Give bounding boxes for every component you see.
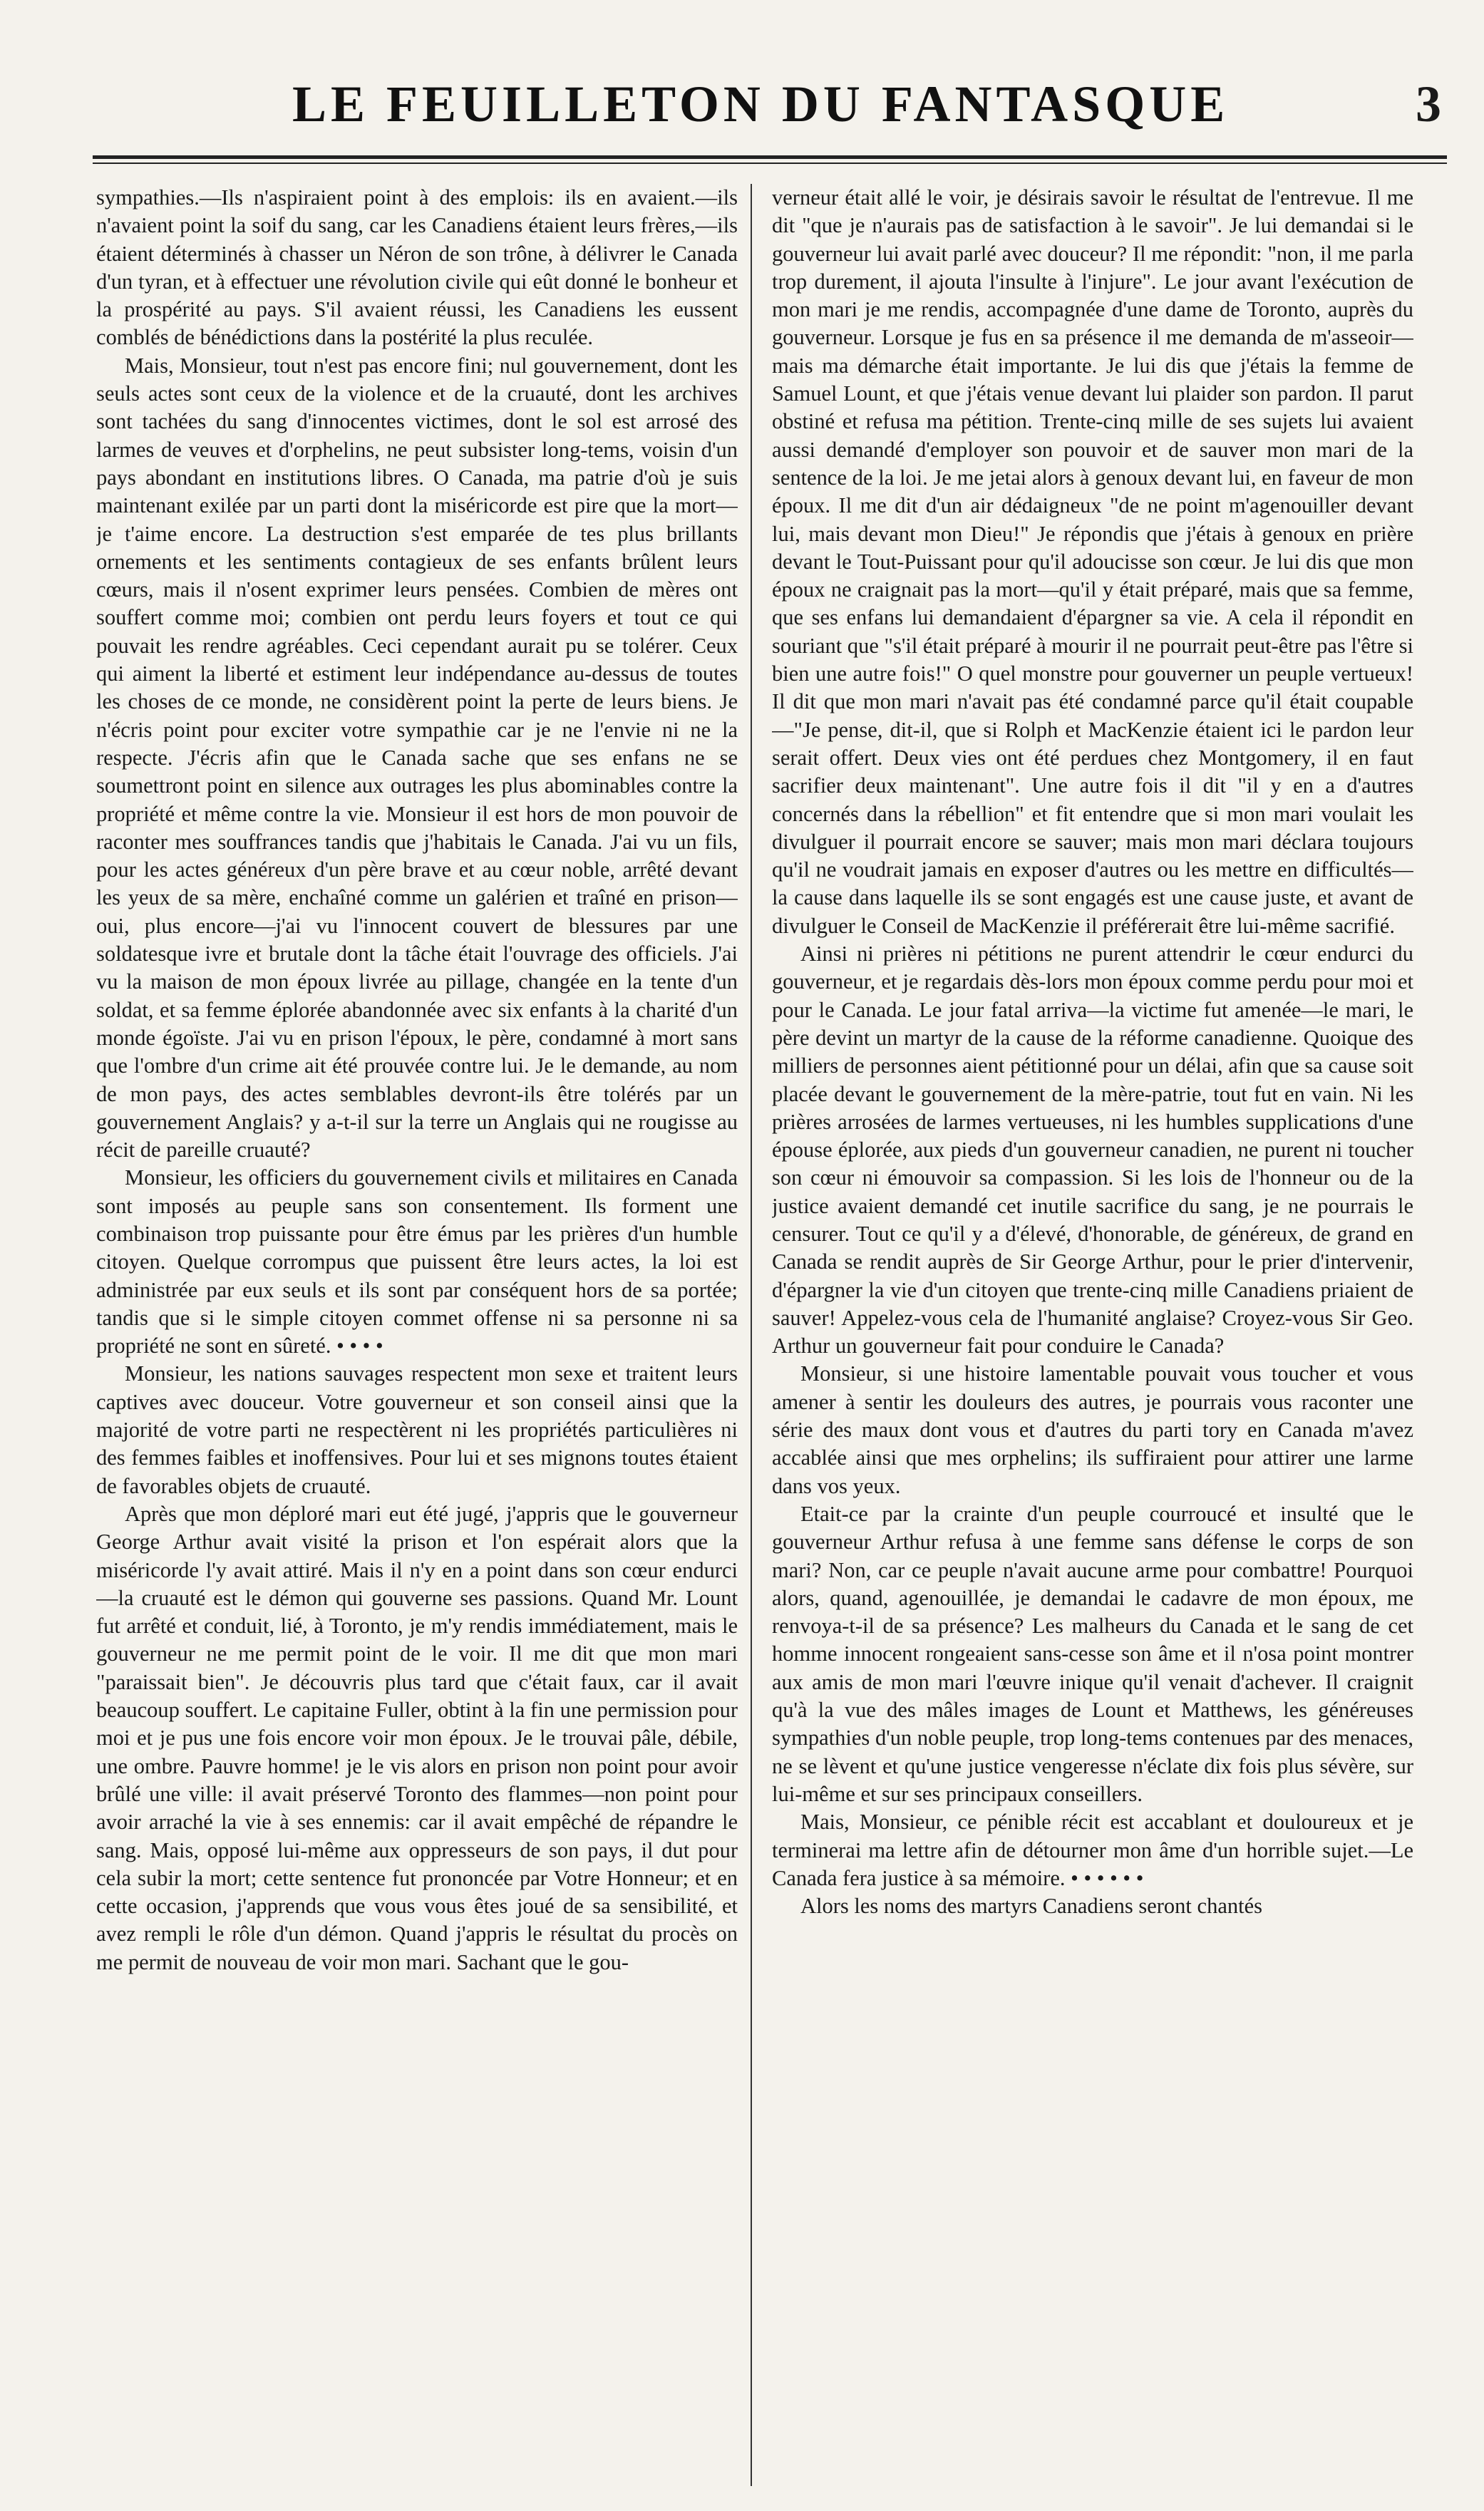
right-column [772,184,1413,2493]
paragraph: Après que mon déploré mari eut été jugé, j'appris que le gouverneur George Arthur avait visité la prison et l'on espérait alors que la miséricorde l'y avait attiré. Mais il n'y en a point dans son cœur endurci—la cruauté est le démon qui gouverne ses passions. Quand Mr. Lount fut arrêté et conduit, lié, à Toronto, je m'y rendis immédiatement, mais le gouverneur ne me permit point de le voir. Il me dit que mon mari "paraissait bien". Je découvris plus tard que c'était faux, car il avait beaucoup souffert. Le capitaine Fuller, obtint à la fin une permission pour moi et je pus une fois encore voir mon époux. Je le trouvai pâle, débile, une ombre. Pauvre homme! je le vis alors en prison non point pour avoir brûlé une ville: il avait préservé Toronto des flammes—non point pour avoir arraché la vie à ses ennemis: car il avait empêché de répandre le sang. Mais, opposé lui-même aux oppresseurs de son pays, il dut pour cela subir la mort; cette sentence fut prononcée par Votre Honneur; et en cette occasion, j'apprends que vous vous êtes joué de sa sensibilité, et avez rempli le rôle d'un démon. Quand j'appris le résultat du procès on me permit de nouveau de voir mon mari. Sachant que le gou- [96,1501,738,1974]
paragraph: Monsieur, si une histoire lamentable pouvait vous toucher et vous amener à sentir les douleurs des autres, je pourrais vous raconter une série des maux dont vous et d'autres du parti tory en Canada m'avez accablée ainsi que mes orphelins; ils suffiraient pour attirer une larme dans vos yeux. [772,1361,1413,1498]
newspaper-title: LE FEUILLETON DU FANTASQUE [292,76,1230,133]
page-number: 3 [1416,76,1441,133]
paragraph: sympathies.—Ils n'aspiraient point à des emplois: ils en avaient.—ils n'avaient point la soif du sang, car les Canadiens étaient leurs frères,—ils étaient déterminés à chasser un Néron de son trône, à délivrer le Canada d'un tyran, et à effectuer une révolution civile qui eût donné le bonheur et la prospérité au pays. S'il avaient réussi, les Canadiens les eussent comblés de bénédictions dans la postérité la plus reculée. [96,185,738,350]
column-divider [751,184,752,2486]
paragraph: Alors les noms des martyrs Canadiens seront chantés [800,1894,1262,1919]
paragraph: Ainsi ni prières ni pétitions ne purent attendrir le cœur endurci du gouverneur, et je regardais dès-lors mon époux comme perdu pour moi et pour le Canada. Le jour fatal arriva—la victime fut amenée—le mari, le père devint un martyr de la cause de la réforme canadienne. Quoique des milliers de personnes aient pétitionné pour un délai, afin que sa cause soit placée devant le gouvernement de la mère-patrie, tout fut en vain. Ni les prières arrosées de larmes vertueuses, ni les humbles supplications d'une épouse éplorée, aux pieds d'un gouverneur canadien, ne purent ni toucher son cœur ni émouvoir sa compassion. Si les lois de l'honneur ou de la justice avaient demandé cet inutile sacrifice du sang, je ne pourrais le censurer. Tout ce qu'il y a d'élevé, d'honorable, de généreux, de grand en Canada se rendit auprès de Sir George Arthur, pour le prier d'intervenir, d'épargner la vie d'un citoyen que trente-cinq mille Canadiens priaient de sauver! Appelez-vous cela de l'humanité anglaise? Croyez-vous Sir Geo. Arthur un gouverneur fait pour conduire le Canada? [772,942,1413,1358]
header-rule-thin [93,163,1447,164]
paragraph: Monsieur, les officiers du gouvernement civils et militaires en Canada sont imposés au peuple sans son consentement. Ils forment une combinaison trop puissante pour être émus par les prières d'un humble citoyen. Quelque corrompus que puissent être leurs actes, la loi est administrée par eux seuls et ils sont par conséquent hors de sa portée; tandis que si le simple citoyen commet offense ni sa personne ni sa propriété ne sont en sûreté. • • • • [96,1165,738,1358]
page-header [93,75,1455,139]
header-rule-thick [93,155,1447,159]
left-column [96,184,738,2493]
paragraph: Monsieur, les nations sauvages respectent mon sexe et traitent leurs captives avec douceur. Votre gouverneur et son conseil ainsi que la majorité de votre parti ne respectèrent ni les propriétés particulières ni des femmes faibles et inoffensives. Pour lui et ses mignons toutes étaient de favorables objets de cruauté. [96,1361,738,1498]
paragraph: verneur était allé le voir, je désirais savoir le résultat de l'entrevue. Il me dit "que je n'aurais pas de satisfaction à le savoir". Je lui demandai si le gouverneur lui avait parlé avec douceur? Il me répondit: "non, il me parla trop durement, il ajouta l'insulte à l'injure". Le jour avant l'exécution de mon mari je me rendis, accompagnée d'une dame de Toronto, auprès du gouverneur. Lorsque je fus en sa présence il me demanda de m'asseoir—mais ma démarche était importante. Je lui dis que j'étais la femme de Samuel Lount, et que j'étais venue devant lui plaider son pardon. Il parut obstiné et refusa ma pétition. Trente-cinq mille de ses sujets lui avaient aussi demandé d'employer son pouvoir et de sauver mon mari de la sentence de la loi. Je me jetai alors à genoux devant lui, en faveur de mon époux. Il me dit d'un air dédaigneux "de ne point m'agenouiller devant lui, mais devant mon Dieu!" Je répondis que j'étais à genoux en prière devant le Tout-Puissant pour qu'il adoucisse son cœur. Je lui dis que mon époux ne craignait pas la mort—qu'il y était préparé, mais que sa femme, que ses enfans lui demandaient d'épargner sa vie. A cela il répondit en souriant que "s'il était préparé à mourir il ne pourrait peut-être pas l'être si bien une autre fois!" O quel monstre pour gouverner un peuple vertueux! Il dit que mon mari n'avait pas été condamné parce qu'il était coupable—"Je pense, dit-il, que si Rolph et MacKenzie étaient ici le pardon leur serait offert. Deux vies ont été perdues chez Montgomery, il en faut sacrifier deux maintenant". Une autre fois il dit "il y en a d'autres concernés dans la rébellion" et fit entendre que si mon mari voulait les divulguer il pourrait encore se sauver; mais mon mari déclara toujours qu'il ne voudrait jamais en exposer d'autres ou les mettre en difficultés—la cause dans laquelle ils se sont engagés est une cause juste, et avant de divulguer le Conseil de MacKenzie il préférerait être lui-même sacrifié. [772,185,1413,938]
paragraph: Mais, Monsieur, ce pénible récit est accablant et douloureux et je terminerai ma lettre afin de détourner mon âme d'un horrible sujet.—Le Canada fera justice à sa mémoire. • • • • • • [772,1810,1413,1890]
paragraph: Etait-ce par la crainte d'un peuple courroucé et insulté que le gouverneur Arthur refusa à une femme sans défense le corps de son mari? Non, car ce peuple n'avait aucune arme pour combattre! Pourquoi alors, quand, agenouillée, je demandai le cadavre de mon époux, me renvoya-t-il de sa présence? Les malheurs du Canada et le sang de cet homme innocent rongeaient sans-cesse son âme et il n'osa point montrer aux amis de mon mari l'œuvre inique qu'il venait d'achever. Il craignit qu'à la vue des mâles images de Lount et Matthews, les généreuses sympathies d'un noble peuple, trop long-tems contenues par des menaces, ne se lèvent et qu'une justice vengeresse n'éclate dix fois plus sévère, sur lui-même et sur ses principaux conseillers. [772,1501,1413,1806]
paragraph: Mais, Monsieur, tout n'est pas encore fini; nul gouvernement, dont les seuls actes sont ceux de la violence et de la cruauté, dont les archives sont tachées du sang d'innocentes victimes, dont le sol est arrosé des larmes de veuves et d'orphelins, ne peut subsister long-tems, voisin d'un pays abondant en institutions libres. O Canada, ma patrie d'où je suis maintenant exilée par un parti dont la miséricorde est pire que la mort—je t'aime encore. La destruction s'est emparée de tes plus brillants ornements et les sentiments contagieux de ses enfants brûlent leurs cœurs, mais il n'osent exprimer leurs pensées. Combien de mères ont souffert comme moi; combien ont perdu leurs foyers et tout ce qui pouvait les rendre agréables. Ceci cependant aurait pu se tolérer. Ceux qui aiment la liberté et estiment leur indépendance au-dessus de toutes les choses de ce monde, ne considèrent point la perte de leurs biens. Je n'écris point pour exciter votre sympathie car je ne l'envie ni ne la respecte. J'écris afin que le Canada sache que ses enfans ne se soumettront point en silence aux outrages les plus abominables contre la propriété et même contre la vie. Monsieur il est hors de mon pouvoir de raconter mes souffrances tandis que j'habitais le Canada. J'ai vu un fils, pour les actes généreux d'un père brave et au cœur noble, arrêté devant les yeux de sa mère, enchaîné comme un galérien et traîné en prison—oui, plus encore—j'ai vu l'innocent couvert de blessures par une soldatesque ivre et brutale dont la tâche était l'ouvrage des officiels. J'ai vu la maison de mon époux livrée au pillage, changée en la tente d'un soldat, et sa femme éplorée abandonnée avec six enfants à la charité d'un monde égoïste. J'ai vu en prison l'époux, le père, condamné à mort sans que l'ombre d'un crime ait été prouvée contre lui. Je le demande, au nom de mon pays, des actes semblables devront-ils être tolérés par un gouvernement Anglais? y a-t-il sur la terre un Anglais qui ne rougisse au récit de pareille cruauté? [96,353,738,1162]
